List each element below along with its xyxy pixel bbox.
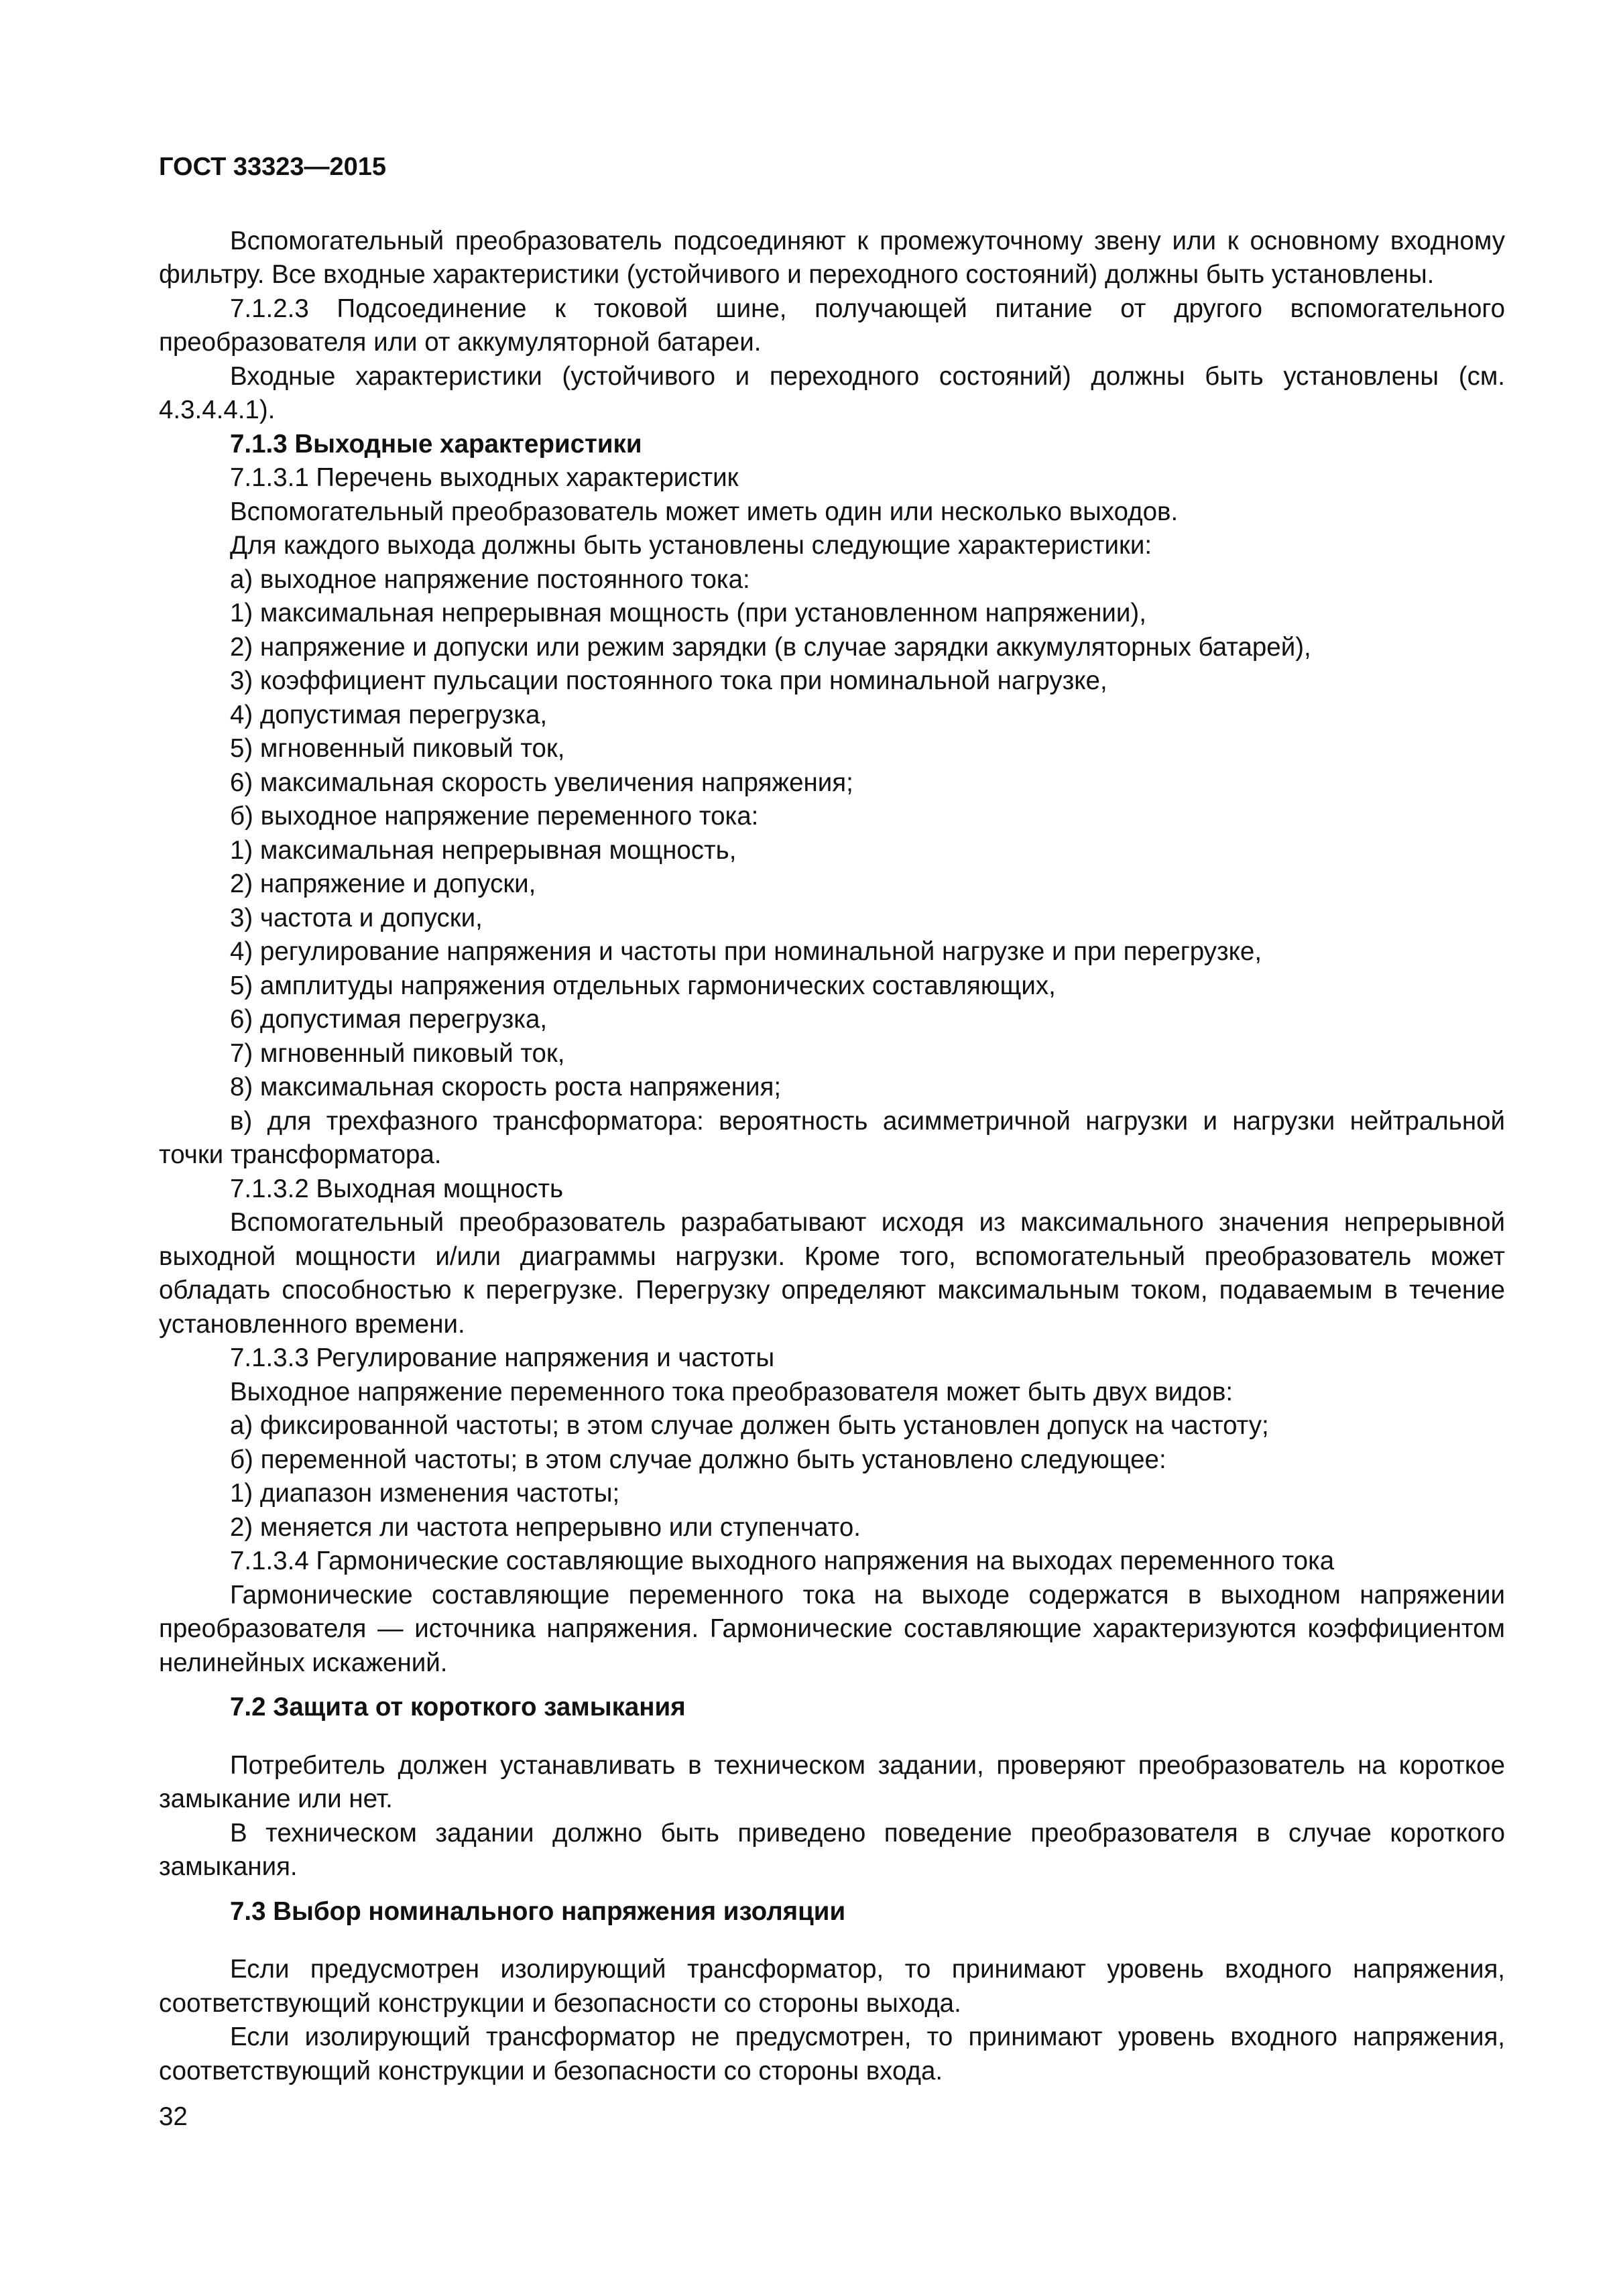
text-line: 7.1.3.2 Выходная мощность: [230, 1174, 564, 1203]
text-line: 7.1.3.1 Перечень выходных характеристик: [230, 463, 739, 492]
text-line: 4) допустимая перегрузка,: [230, 700, 548, 729]
text-line: 7.1.3.4 Гармонические составляющие выходного напряжения на выходах переменного тока: [230, 1547, 1335, 1575]
section-heading: 7.2 Защита от короткого замыкания: [230, 1693, 686, 1721]
document-page: [159, 150, 1505, 2134]
text-line: 2) меняется ли частота непрерывно или ступенчато.: [230, 1512, 861, 1542]
page-number: 32: [159, 2102, 188, 2131]
paragraph: В техническом задании должно быть приведено поведение преобразователя в случае короткого замыкания.: [159, 1818, 1505, 1881]
paragraph: Если предусмотрен изолирующий трансформатор, то принимают уровень входного напряжения, соответствующий конструкции и безопасности со стороны выхода.: [159, 1955, 1505, 2018]
text-line: а) фиксированной частоты; в этом случае должен быть установлен допуск на частоту;: [230, 1411, 1269, 1440]
text-line: 1) максимальная непрерывная мощность (при установленном напряжении),: [230, 599, 1146, 627]
paragraph: Если изолирующий трансформатор не предусмотрен, то принимают уровень входного напряжения, соответствующий конструкции и безопасности со стороны входа.: [159, 2022, 1505, 2086]
text-line: 5) амплитуды напряжения отдельных гармонических составляющих,: [230, 971, 1056, 1000]
text-line: 4) регулирование напряжения и частоты при номинальной нагрузке и при перегрузке,: [230, 937, 1262, 966]
text-line: Вспомогательный преобразователь может иметь один или несколько выходов.: [230, 497, 1179, 526]
text-line: 3) коэффициент пульсации постоянного тока при номинальной нагрузке,: [230, 666, 1107, 695]
text-line: 3) частота и допуски,: [230, 903, 483, 932]
text-line: 2) напряжение и допуски или режим зарядки (в случае зарядки аккумуляторных батарей),: [230, 632, 1311, 662]
text-line: а) выходное напряжение постоянного тока:: [230, 564, 750, 594]
text-line: Для каждого выхода должны быть установлены следующие характеристики:: [230, 531, 1152, 560]
paragraph: Потребитель должен устанавливать в техническом задании, проверяют преобразователь на короткое замыкание или нет.: [159, 1750, 1505, 1813]
text-line: 7) мгновенный пиковый ток,: [230, 1038, 565, 1068]
paragraph: Входные характеристики (устойчивого и переходного состояний) должны быть установлены (см. 4.3.4.4.1).: [159, 361, 1505, 424]
paragraph: Гармонические составляющие переменного тока на выходе содержатся в выходном напряжении преобразователя — источника напряжения. Гармонические составляющие характеризуются коэффициентом нелинейных искажений.: [159, 1580, 1505, 1677]
paragraph: Вспомогательный преобразователь разрабатывают исходя из максимального значения непрерывной выходной мощности и/или диаграммы нагрузки. Кроме того, вспомогательный преобразователь может обладать способностью к перегрузке. Перегрузку определяют максимальным током, подаваемым в течение установленного времени.: [159, 1208, 1505, 1339]
document-body: [159, 225, 1505, 2089]
text-line: 7.1.3.3 Регулирование напряжения и частоты: [230, 1343, 775, 1372]
text-line: 1) максимальная непрерывная мощность,: [230, 835, 737, 865]
text-line: 6) максимальная скорость увеличения напряжения;: [230, 768, 853, 797]
subsection-heading: 7.1.3 Выходные характеристики: [230, 429, 642, 459]
document-code-header: ГОСТ 33323—2015: [159, 153, 387, 181]
text-line: б) выходное напряжение переменного тока:: [230, 802, 759, 831]
paragraph: Вспомогательный преобразователь подсоединяют к промежуточному звену или к основному входному фильтру. Все входные характеристики (устойчивого и переходного состояний) должны быть установлены.: [159, 226, 1505, 289]
paragraph: в) для трехфазного трансформатора: вероятность асимметричной нагрузки и нагрузки нейтральной точки трансформатора.: [159, 1106, 1505, 1169]
paragraph: 7.1.2.3 Подсоединение к токовой шине, получающей питание от другого вспомогательного преобразователя или от аккумуляторной батареи.: [159, 294, 1505, 357]
section-heading: 7.3 Выбор номинального напряжения изоляции: [230, 1896, 846, 1926]
text-line: 5) мгновенный пиковый ток,: [230, 734, 565, 763]
text-line: 6) допустимая перегрузка,: [230, 1005, 548, 1034]
text-line: б) переменной частоты; в этом случае должно быть установлено следующее:: [230, 1445, 1166, 1474]
text-line: Выходное напряжение переменного тока преобразователя может быть двух видов:: [230, 1377, 1234, 1406]
text-line: 1) диапазон изменения частоты;: [230, 1479, 620, 1508]
text-line: 2) напряжение и допуски,: [230, 869, 536, 898]
text-line: 8) максимальная скорость роста напряжения;: [230, 1073, 782, 1101]
